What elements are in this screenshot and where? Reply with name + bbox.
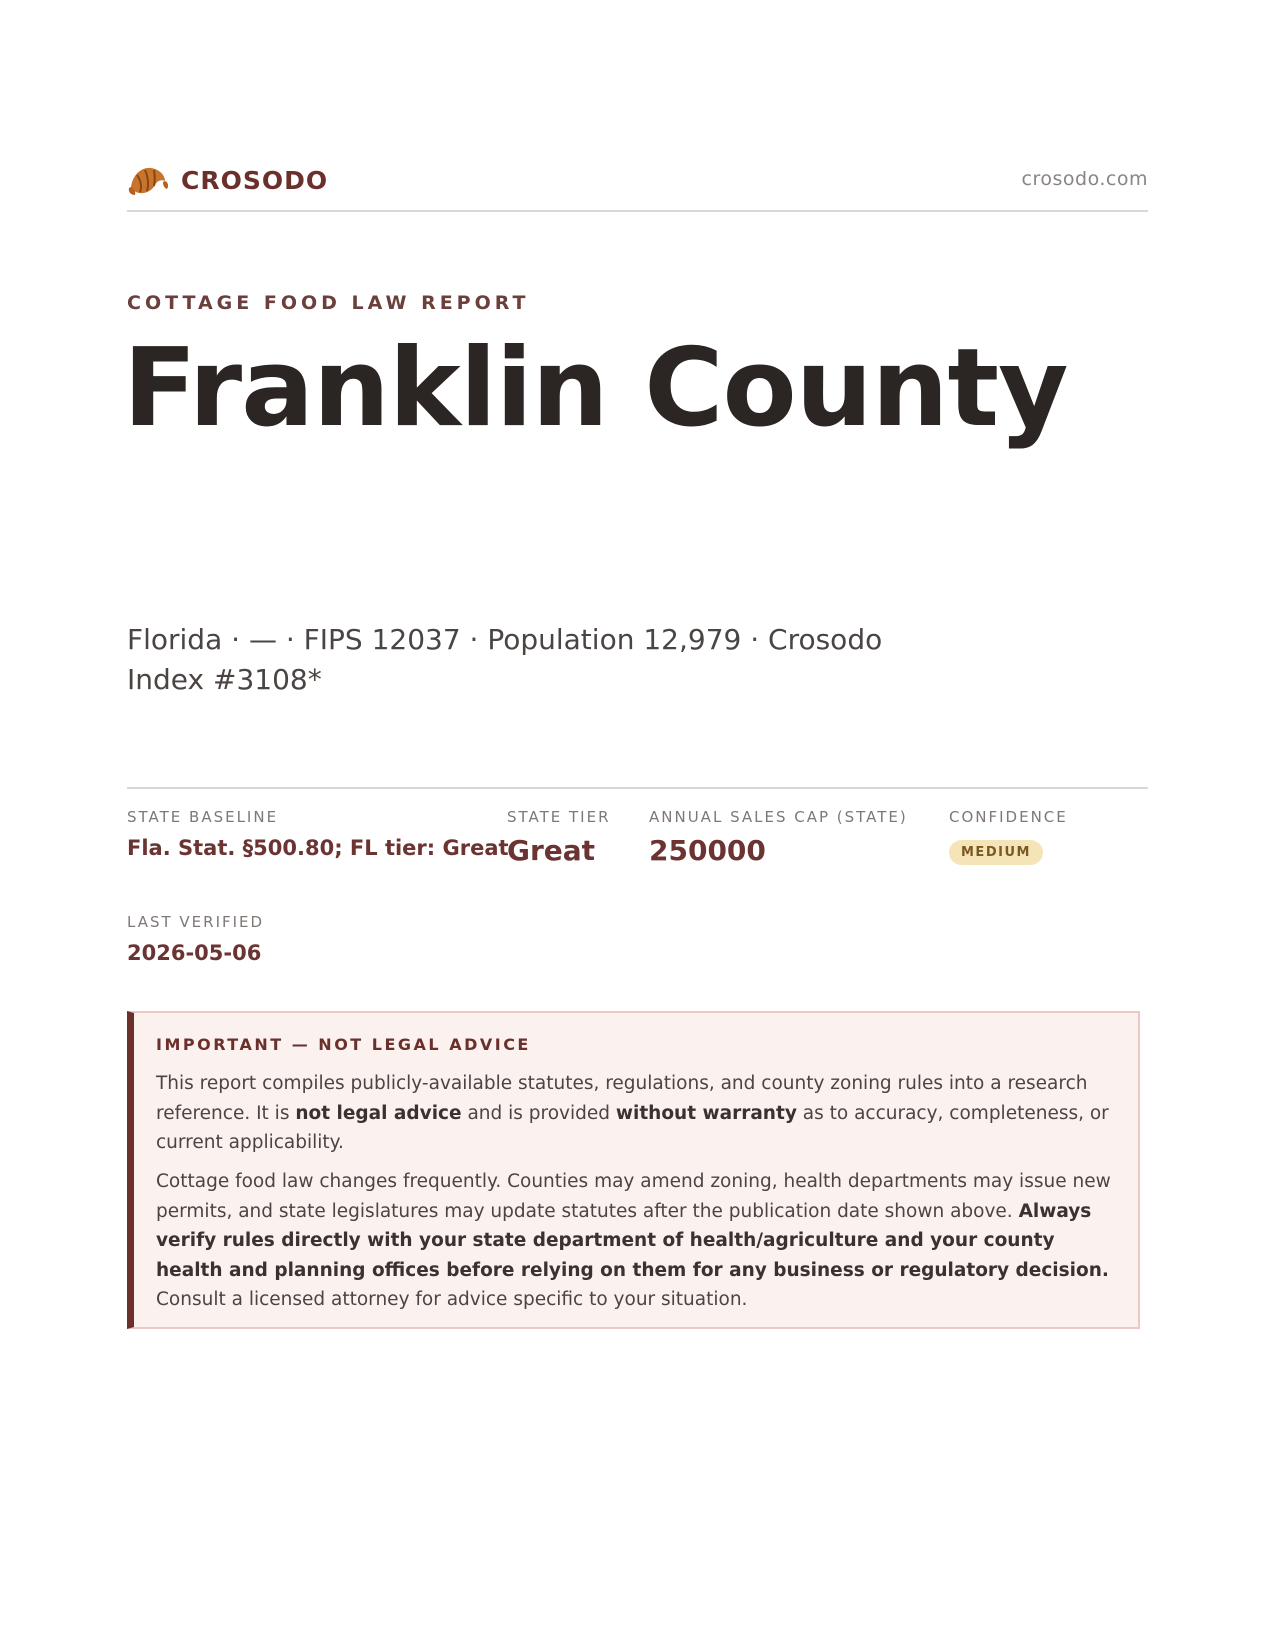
notice-text: Consult a licensed attorney for advice specific to your situation. xyxy=(156,1289,748,1310)
notice-text: as to accuracy, completeness, or current applicability. xyxy=(156,1102,1109,1153)
divider xyxy=(127,787,1148,789)
notice-text: Cottage food law changes frequently. Counties may amend zoning, health departments may issue new permits, and state legislatures may update statutes after the publication date shown above. xyxy=(156,1171,1111,1222)
report-page xyxy=(123,0,1148,1650)
notice-paragraph-2 xyxy=(156,1167,1116,1315)
confidence-badge: MEDIUM xyxy=(949,840,1043,865)
croissant-icon xyxy=(127,161,169,199)
notice-emphasis: without warranty xyxy=(615,1102,797,1124)
stat-value: Fla. Stat. §500.80; FL tier: Great xyxy=(127,836,509,860)
report-meta: Florida · — · FIPS 12037 · Population 12,979 · Crosodo Index #3108* xyxy=(127,623,883,696)
stat-label: STATE TIER xyxy=(507,808,611,826)
stat-label: LAST VERIFIED xyxy=(127,913,265,931)
notice-text: and is provided xyxy=(461,1102,616,1124)
notice-title: IMPORTANT — NOT LEGAL ADVICE xyxy=(156,1035,531,1054)
notice-text: This report compiles publicly-available statutes, regulations, and county zoning rules into a research reference. It is xyxy=(156,1073,1088,1124)
brand xyxy=(127,160,328,200)
stat-annual-sales-cap xyxy=(649,808,908,867)
notice-paragraph-1 xyxy=(156,1069,1116,1158)
stat-state-baseline xyxy=(127,808,509,860)
stat-value: Great xyxy=(507,834,596,867)
report-eyebrow: COTTAGE FOOD LAW REPORT xyxy=(127,292,530,314)
stat-label: STATE BASELINE xyxy=(127,808,279,826)
page-title: Franklin County xyxy=(123,326,1068,451)
stat-value: 250000 xyxy=(649,834,766,867)
stat-state-tier xyxy=(507,808,611,867)
page-header xyxy=(127,158,1148,212)
notice-emphasis: not legal advice xyxy=(295,1102,462,1124)
brand-name: CROSODO xyxy=(181,165,329,195)
stat-value: 2026-05-06 xyxy=(127,941,262,965)
stat-label: ANNUAL SALES CAP (STATE) xyxy=(649,808,908,826)
site-url[interactable]: crosodo.com xyxy=(1021,168,1148,190)
notice-emphasis: Always verify rules directly with your state department of health/agriculture and your county health and planning offices before relying on them for any business or regulatory decision. xyxy=(156,1200,1109,1281)
legal-notice xyxy=(127,1011,1140,1329)
stat-last-verified xyxy=(127,913,264,965)
stat-confidence xyxy=(949,808,1068,865)
stat-label: CONFIDENCE xyxy=(949,808,1068,826)
